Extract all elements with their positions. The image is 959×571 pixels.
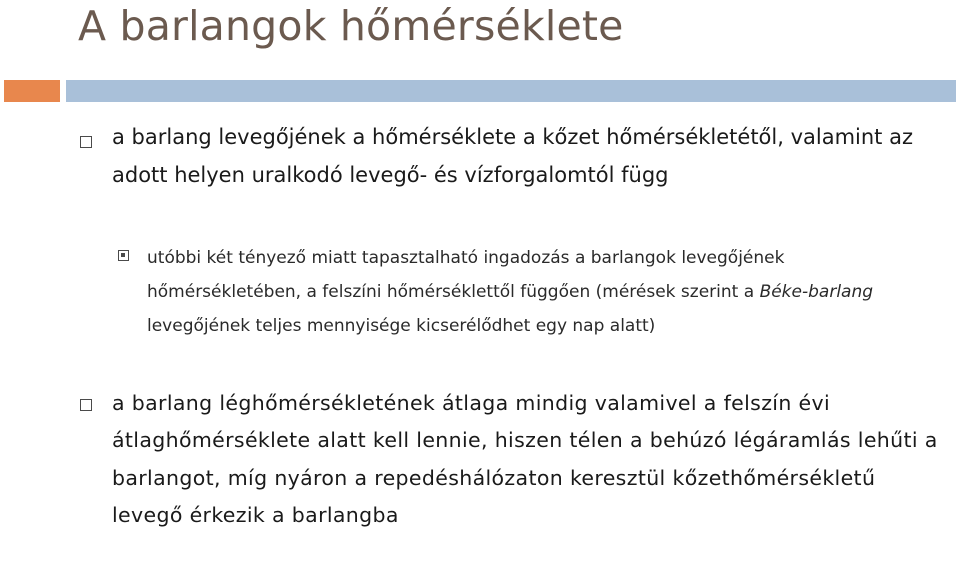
sub-bullet-text-before: utóbbi két tényező miatt tapasztalható ingadozás a barlangok levegőjének hőmérsékletében, a felszíni hőmérséklettől függően (mérések szerint a xyxy=(147,248,785,302)
title-rule-orange xyxy=(4,80,60,102)
bullet-3-text: a barlang léghőmérsékletének átlaga mindig valamivel a felszín évi átlaghőmérséklete alatt kell lennie, hiszen télen a behúzó légáramlás lehűti a barlangot, míg nyáron a repedéshálózaton keresztül kőzethőmérsékletű levegő érkezik a barlangba xyxy=(112,391,938,527)
sub-bullet-text xyxy=(147,241,907,343)
sub-bullet-text-italic: Béke-barlang xyxy=(759,282,874,302)
bullet-1-text: a barlang levegőjének a hőmérséklete a kőzet hőmérsékletétől, valamint az adott helyen uralkodó levegő- és vízforgalomtól függ xyxy=(112,125,913,187)
slide-title: A barlangok hőmérséklete xyxy=(78,2,624,50)
hollow-square-icon xyxy=(80,399,92,411)
hollow-square-icon xyxy=(80,136,92,148)
sub-bullet-text-after: levegőjének teljes mennyisége kicserélődhet egy nap alatt) xyxy=(147,316,656,336)
square-dot-icon xyxy=(118,250,129,261)
title-rule-blue xyxy=(66,80,956,102)
